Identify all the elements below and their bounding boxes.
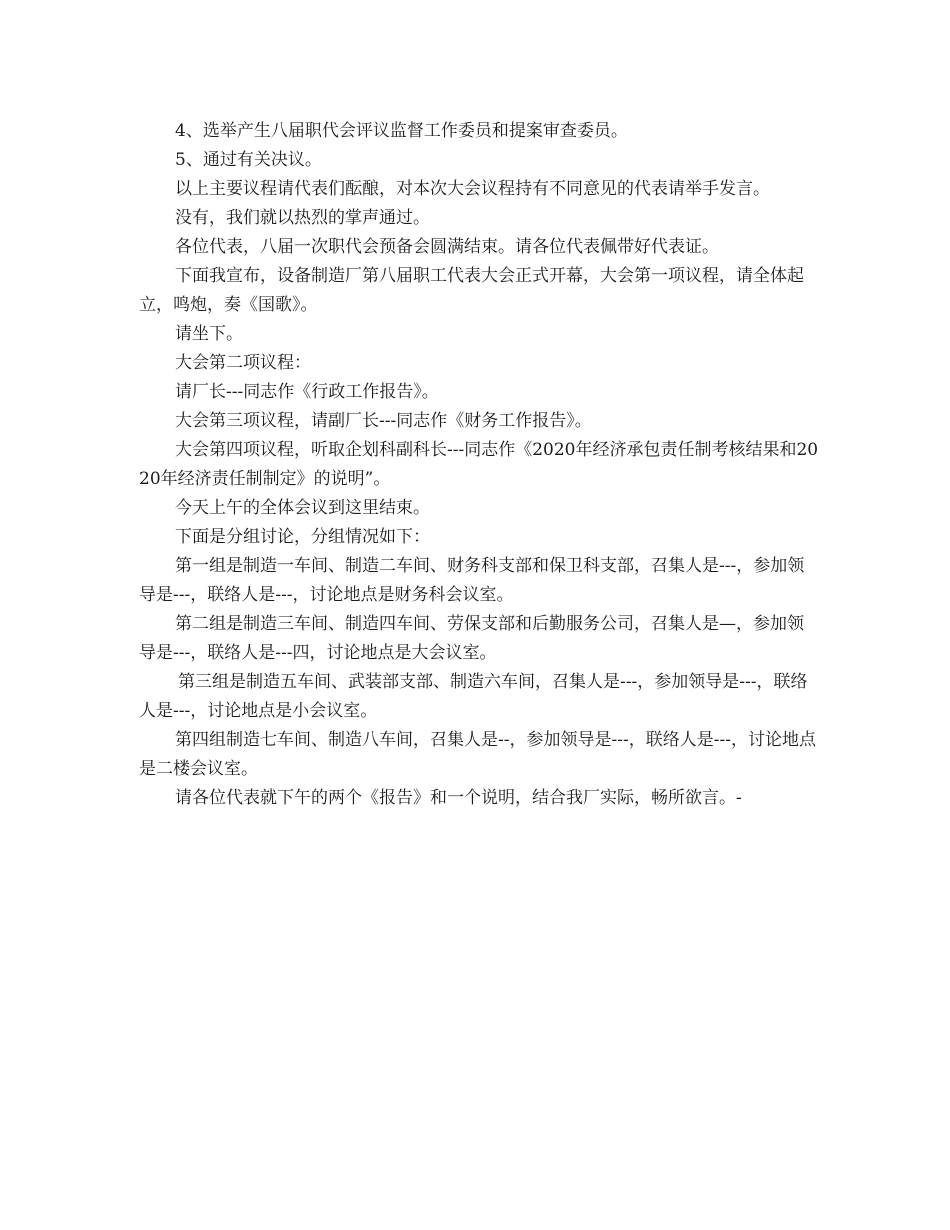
document-body (139, 117, 819, 813)
paragraph-group-intro: 下面是分组讨论，分组情况如下： (175, 527, 430, 547)
paragraph-agenda-item-5: 5、通过有关决议。 (175, 150, 322, 170)
paragraph-fourth-item: 大会第四项议程，听取企划科副科长---同志作《2020年经济承包责任制考核结果和2020年经济责任制制定》的说明”。 (139, 440, 819, 489)
paragraph-please-sit: 请坐下。 (175, 324, 243, 344)
paragraph-morning-end: 今天上午的全体会议到这里结束。 (175, 498, 430, 518)
paragraph-agenda-discussion: 以上主要议程请代表们酝酿，对本次大会议程持有不同意见的代表请举手发言。 (175, 179, 770, 199)
paragraph-group-2: 第二组是制造三车间、制造四车间、劳保支部和后勤服务公司，召集人是—，参加领导是---，联络人是---四，讨论地点是大会议室。 (139, 614, 804, 663)
paragraph-group-4: 第四组制造七车间、制造八车间，召集人是--，参加领导是---，联络人是---，讨论地点是二楼会议室。 (139, 730, 816, 779)
paragraph-second-item: 请厂长---同志作《行政工作报告》。 (175, 382, 439, 402)
paragraph-group-1: 第一组是制造一车间、制造二车间、财务科支部和保卫科支部，召集人是---，参加领导是---，联络人是---，讨论地点是财务科会议室。 (139, 556, 805, 605)
paragraph-group-3: 第三组是制造五车间、武装部支部、制造六车间，召集人是---，参加领导是---，联络人是---，讨论地点是小会议室。 (139, 672, 808, 721)
paragraph-preparatory-end: 各位代表，八届一次职代会预备会圆满结束。请各位代表佩带好代表证。 (175, 237, 719, 257)
paragraph-second-item-heading: 大会第二项议程： (175, 353, 311, 373)
paragraph-approval: 没有，我们就以热烈的掌声通过。 (175, 208, 430, 228)
paragraph-closing-request: 请各位代表就下午的两个《报告》和一个说明，结合我厂实际，畅所欲言。- (175, 788, 742, 808)
paragraph-agenda-item-4: 4、选举产生八届职代会评议监督工作委员和提案审查委员。 (175, 121, 628, 141)
paragraph-third-item: 大会第三项议程，请副厂长---同志作《财务工作报告》。 (175, 411, 592, 431)
paragraph-opening-announcement: 下面我宣布，设备制造厂第八届职工代表大会正式开幕，大会第一项议程，请全体起立，鸣炮，奏《国歌》。 (139, 266, 804, 315)
